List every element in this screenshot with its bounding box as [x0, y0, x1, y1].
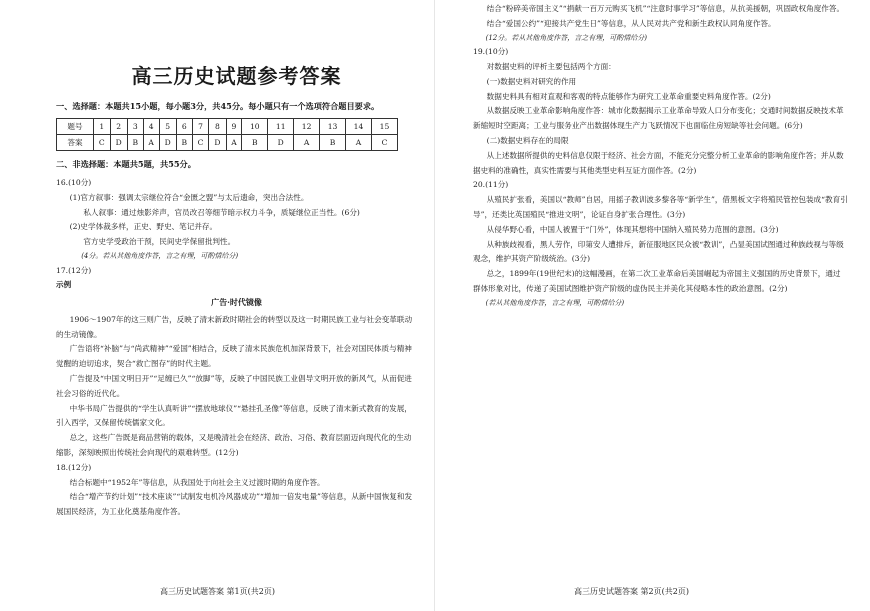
q19-heading: 19.(10分) — [473, 47, 509, 57]
question-number-cell: 11 — [268, 119, 294, 135]
answer-cell: D — [159, 135, 176, 151]
q17-paragraph: 总之，这些广告既是商品营销的载体，又是晚清社会在经济、政治、习俗、教育层面迈向现代化的生动缩影，深刻映照出传统社会向现代的艰难转型。(12分) — [56, 433, 412, 457]
q16-line: (2)史学体裁多样，正史、野史、笔记并存。 — [69, 222, 218, 232]
answer-cell: B — [176, 135, 192, 151]
answer-cell: A — [143, 135, 159, 151]
q20-paragraph: 从殖民扩张看，美国以“教师”自居，用摇子教训波多黎各等“新学生”，借黑板文字将殖民管控包装成“教育引导”，还类比英国殖民“推进文明”，论证自身扩张合理性。(3分) — [473, 195, 848, 219]
section-2-heading: 二、非选择题：本题共5题，共55分。 — [56, 159, 196, 169]
question-number-cell: 6 — [176, 119, 192, 135]
answer-cell: A — [226, 135, 242, 151]
page-1-footer: 高三历史试题答案 第1页(共2页) — [160, 587, 275, 596]
q17-paragraph: 广告提及“中国文明日开”“足缠已久”“放脚”等，反映了中国民族工业倡导文明开放的新风气，从而促进社会习俗的近代化。 — [56, 374, 412, 398]
answer-cell: B — [242, 135, 268, 151]
answer-cell: D — [268, 135, 294, 151]
question-number-cell: 14 — [346, 119, 372, 135]
q17-paragraph: 广告语将“补脑”与“尚武精神”“爱国”相结合，反映了清末民族危机加深背景下，社会对国民体质与精神觉醒的迫切追求，契合“救亡图存”的时代主题。 — [56, 344, 412, 369]
question-number-cell: 7 — [192, 119, 209, 135]
question-number-cell: 3 — [127, 119, 143, 135]
answer-table-answer-row — [57, 135, 398, 151]
question-number-cell: 10 — [242, 119, 268, 135]
question-number-cell: 9 — [226, 119, 242, 135]
question-number-cell: 4 — [143, 119, 159, 135]
q17-heading: 17.(12分) — [56, 265, 92, 275]
q20-heading: 20.(11分) — [473, 180, 509, 190]
header-label: 题号 — [57, 119, 94, 135]
question-number-cell: 5 — [159, 119, 176, 135]
question-number-cell: 8 — [209, 119, 226, 135]
question-number-cell: 1 — [94, 119, 111, 135]
q16-scoring-note: (4分。若从其他角度作答，言之有理，可酌情给分) — [81, 251, 239, 260]
q16-line: (1)官方叙事：强调太宗继位符合“金匮之盟”与太后遗命，突出合法性。 — [69, 192, 309, 202]
page-title: 高三历史试题参考答案 — [131, 64, 342, 88]
answer-cell: A — [346, 135, 372, 151]
q18-heading: 18.(12分) — [56, 462, 92, 472]
q18-paragraph: 结合“爱国公约”“迎接共产党生日”等信息，从人民对共产党和新生政权认同角度作答。 — [486, 18, 776, 28]
q19-paragraph: 从上述数据所提供的史料信息仅限于经济、社会方面，不能充分完整分析工业革命的影响角度作答；并从数据史料的准确性，真实性需要与其他类型史料互证方面作答。(2分) — [473, 150, 844, 175]
q18-paragraph: 结合“增产节约计划”“技术座谈”“试制发电机冷风器成功”“增加一倍发电量”等信息，从新中国恢复和发展国民经济，为工业化奠基角度作答。 — [56, 492, 413, 517]
q20-scoring-note: (若从其他角度作答，言之有理，可酌情给分) — [485, 298, 625, 307]
question-number-cell: 15 — [371, 119, 397, 135]
answer-cell: C — [192, 135, 209, 151]
q19-subheading: (二)数据史料存在的局限 — [486, 136, 569, 146]
q17-paragraph: 1906～1907年的这三则广告，反映了清末新政时期社会的转型以及这一时期民族工业与社会变革联动的生动镜像。 — [56, 314, 413, 339]
q16-line: 私人叙事：通过烛影斧声，官员改召等细节暗示权力斗争，质疑继位正当性。(6分) — [83, 207, 360, 217]
answer-cell: D — [110, 135, 127, 151]
q19-paragraph: 从数据反映工业革命影响角度作答：城市化数据揭示工业革命导致人口分布变化；交通时间数据反映技术革新缩短时空距离；工业与服务业产出数据体现生产力飞跃情况下也面临住房短缺等社会问题。(6分) — [473, 106, 844, 131]
answer-label: 答案 — [57, 135, 94, 151]
page-2-footer: 高三历史试题答案 第2页(共2页) — [574, 587, 689, 596]
q17-example-label: 示例 — [56, 280, 72, 290]
q17-paragraph: 中华书局广告提供的“学生认真听讲”“摆放地球仪”“悬挂孔圣像”等信息，反映了清末新式教育的发展，引入西学，又保留传统儒家文化。 — [56, 403, 412, 428]
q19-subheading: (一)数据史料对研究的作用 — [486, 76, 577, 86]
q20-paragraph: 从侵华野心看，中国人被置于“门外”，体现其想将中国纳入殖民势力范围的意图。(3分) — [486, 224, 779, 234]
q18-paragraph: 结合标题中“1952年”等信息，从我国处于向社会主义过渡时期的角度作答。 — [69, 477, 325, 487]
answer-cell: B — [320, 135, 346, 151]
q19-intro: 对数据史料的评析主要包括两个方面： — [486, 62, 616, 72]
question-number-cell: 2 — [110, 119, 127, 135]
q19-paragraph: 数据史料具有相对直观和客观的特点能够作为研究工业革命重要史料角度作答。(2分) — [486, 91, 771, 101]
page-2 — [435, 0, 870, 611]
q18-paragraph: 结合“粉碎美帝国主义”“捐献一百万元购买飞机”“注意时事学习”等信息，从抗美援朝，巩固政权角度作答。 — [486, 4, 845, 13]
q17-essay-title: 广告·时代镜像 — [211, 297, 262, 308]
section-1-heading: 一、选择题：本题共15小题，每小题3分，共45分。每小题只有一个选项符合题目要求。 — [56, 101, 380, 111]
q20-paragraph: 从种族歧视看，黑人劳作，印第安人遭排斥，新征服地区民众被“教训”，凸显美国试图通过种族歧视与等级观念，维护其资产阶级统治。(3分) — [473, 239, 844, 264]
question-number-cell: 13 — [320, 119, 346, 135]
answer-cell: D — [209, 135, 226, 151]
q16-heading: 16.(10分) — [56, 178, 92, 187]
q18-scoring-note: (12分。若从其他角度作答，言之有理，可酌情给分) — [485, 33, 647, 42]
answer-table-number-row — [57, 119, 398, 135]
answer-cell: C — [94, 135, 111, 151]
answer-cell: B — [127, 135, 143, 151]
q16-line: 官方史学受政治干预，民间史学保留批判性。 — [83, 237, 236, 247]
question-number-cell: 12 — [294, 119, 320, 135]
answer-cell: A — [294, 135, 320, 151]
answer-cell: C — [371, 135, 397, 151]
answer-table — [56, 118, 398, 151]
q20-paragraph: 总之，1899年(19世纪末)的这幅漫画，在第二次工业革命后美国崛起为帝国主义强国的历史背景下，通过群体形象对比，传递了美国试图维护资产阶级的虚伪民主并美化其侵略本性的政治意图。(2分) — [473, 269, 841, 293]
